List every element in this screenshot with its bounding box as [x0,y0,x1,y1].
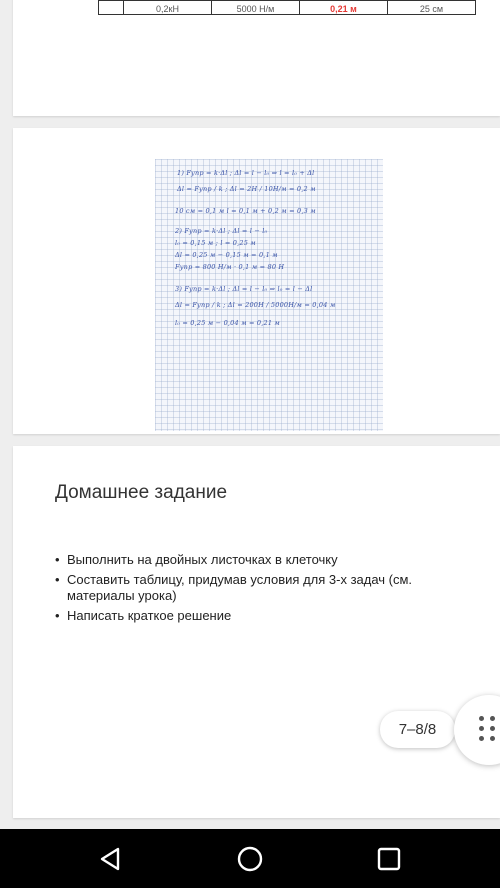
data-table [98,0,476,15]
handwritten-solution-image [155,159,383,431]
solution-line: l₀ = 0,15 м ; l = 0,25 м [175,239,256,247]
slide-solution [13,128,500,434]
solution-line: Fупр = 800 Н/м · 0,1 м = 80 Н [175,263,285,271]
system-nav-bar [0,829,500,888]
table-cell [99,1,124,15]
recents-square-icon [374,844,404,874]
table-cell: 0,2кН [124,1,212,15]
homework-item: • Выполнить на двойных листочках в клеточку [55,552,475,568]
homework-title: Домашнее задание [55,482,228,503]
grid-view-button[interactable] [454,695,500,765]
solution-line: Δl = 0,25 м − 0,15 м = 0,1 м [175,251,278,259]
homework-list [55,552,475,628]
homework-item: • Составить таблицу, придумав условия для 3-х задач (см. материалы урока) [55,572,475,604]
solution-line: 2) Fупр = k·Δl ; Δl = l − l₀ [175,227,268,235]
solution-line: 10 см = 0,1 м l = 0,1 м + 0,2 м = 0,3 м [175,207,316,215]
page-indicator[interactable]: 7–8/8 [380,711,455,748]
slide-table [13,0,500,116]
table-cell: 5000 Н/м [212,1,300,15]
table-cell: 25 см [388,1,476,15]
grid-dots-icon [479,716,500,742]
homework-item: • Написать краткое решение [55,608,475,624]
recents-button[interactable] [374,844,404,874]
home-button[interactable] [235,844,265,874]
solution-line: Δl = Fупр / k ; Δl = 200Н / 5000Н/м = 0,04 м [175,301,336,309]
solution-line: 1) Fупр = k·Δl ; Δl = l − l₀ ⇒ l = l₀ + Δl [177,169,315,177]
solution-line: Δl = Fупр / k ; Δl = 2Н / 10Н/м = 0,2 м [177,185,316,193]
home-circle-icon [235,844,265,874]
table-row [99,1,476,15]
table-cell-highlight: 0,21 м [300,1,388,15]
back-button[interactable] [96,844,126,874]
solution-line: 3) Fупр = k·Δl ; Δl = l − l₀ ⇒ l₀ = l − Δl [175,285,313,293]
slide-homework [13,446,500,818]
back-triangle-icon [96,844,126,874]
solution-line: l₀ = 0,25 м − 0,04 м = 0,21 м [175,319,281,327]
